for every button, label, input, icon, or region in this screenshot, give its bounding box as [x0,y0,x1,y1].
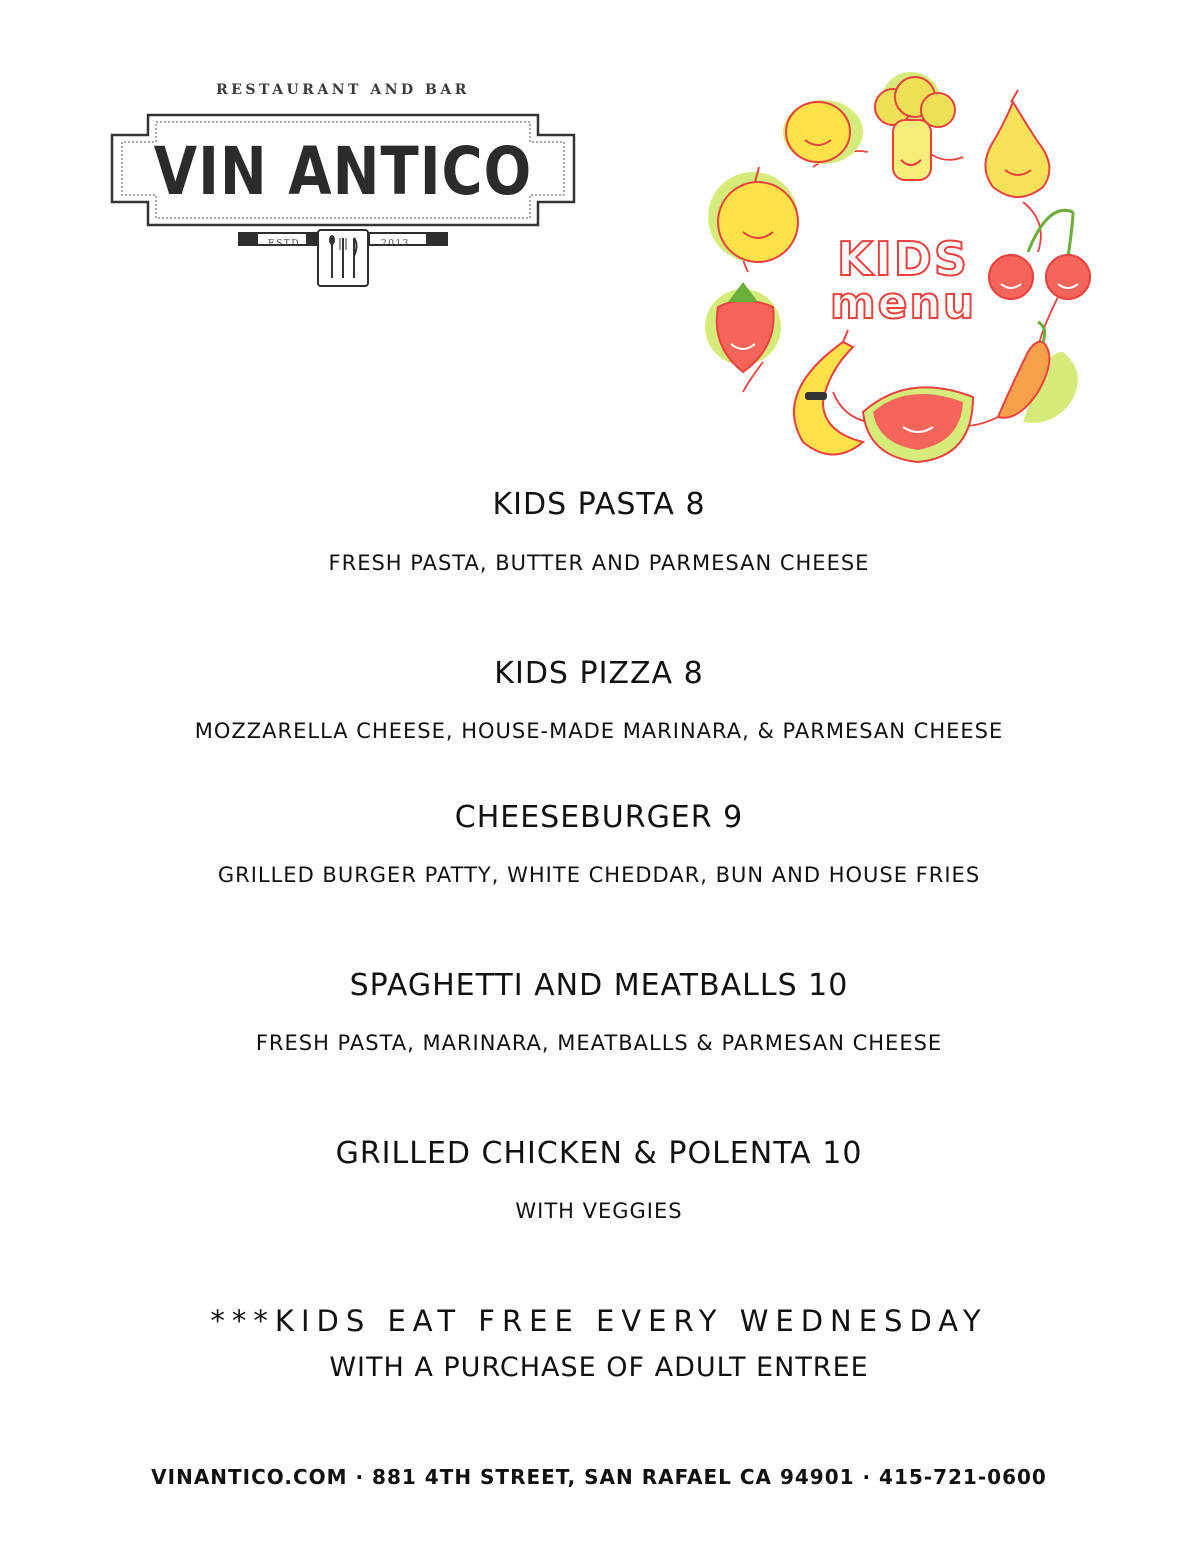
apple-icon [708,167,798,262]
menu-item-title: SPAGHETTI AND MEATBALLS 10 [349,968,849,1003]
badge-title-kids: KIDS [836,232,970,286]
lemon-icon [783,100,863,164]
promo-subline: WITH A PURCHASE OF ADULT ENTREE [329,1352,869,1383]
pear-icon [986,90,1050,197]
menu-item-description: FRESH PASTA, BUTTER AND PARMESAN CHEESE [328,551,870,575]
logo-estd-label: ESTD [268,239,300,249]
banana-icon [794,330,863,455]
restaurant-logo [108,80,578,295]
menu-item-description: FRESH PASTA, MARINARA, MEATBALLS & PARMESAN CHEESE [255,1031,943,1055]
logo-year: 2013 [381,239,410,249]
menu-item-title: GRILLED CHICKEN & POLENTA 10 [335,1136,863,1171]
menu-item-description: GRILLED BURGER PATTY, WHITE CHEDDAR, BUN AND HOUSE FRIES [217,863,981,887]
strawberry-icon [705,282,781,372]
watermelon-icon [863,387,973,462]
pepper-icon [998,322,1078,423]
broccoli-icon [875,72,955,180]
badge-title-menu: menu [829,278,977,329]
footer-contact: VINANTICO.COM · 881 4TH STREET, SAN RAFAEL CA 94901 · 415-721-0600 [151,1465,1047,1489]
kids-menu-badge [693,72,1113,467]
menu-item-title: KIDS PIZZA 8 [494,656,704,691]
menu-item-description: WITH VEGGIES [515,1199,683,1223]
logo-name: VIN ANTICO [153,134,533,211]
menu-item-title: KIDS PASTA 8 [492,487,706,522]
menu-item-title: CHEESEBURGER 9 [454,800,744,835]
menu-item-description: MOZZARELLA CHEESE, HOUSE-MADE MARINARA, & PARMESAN CHEESE [194,719,1004,743]
promo-headline: ***KIDS EAT FREE EVERY WEDNESDAY [210,1304,988,1338]
logo-tagline: RESTAURANT AND BAR [216,82,470,98]
